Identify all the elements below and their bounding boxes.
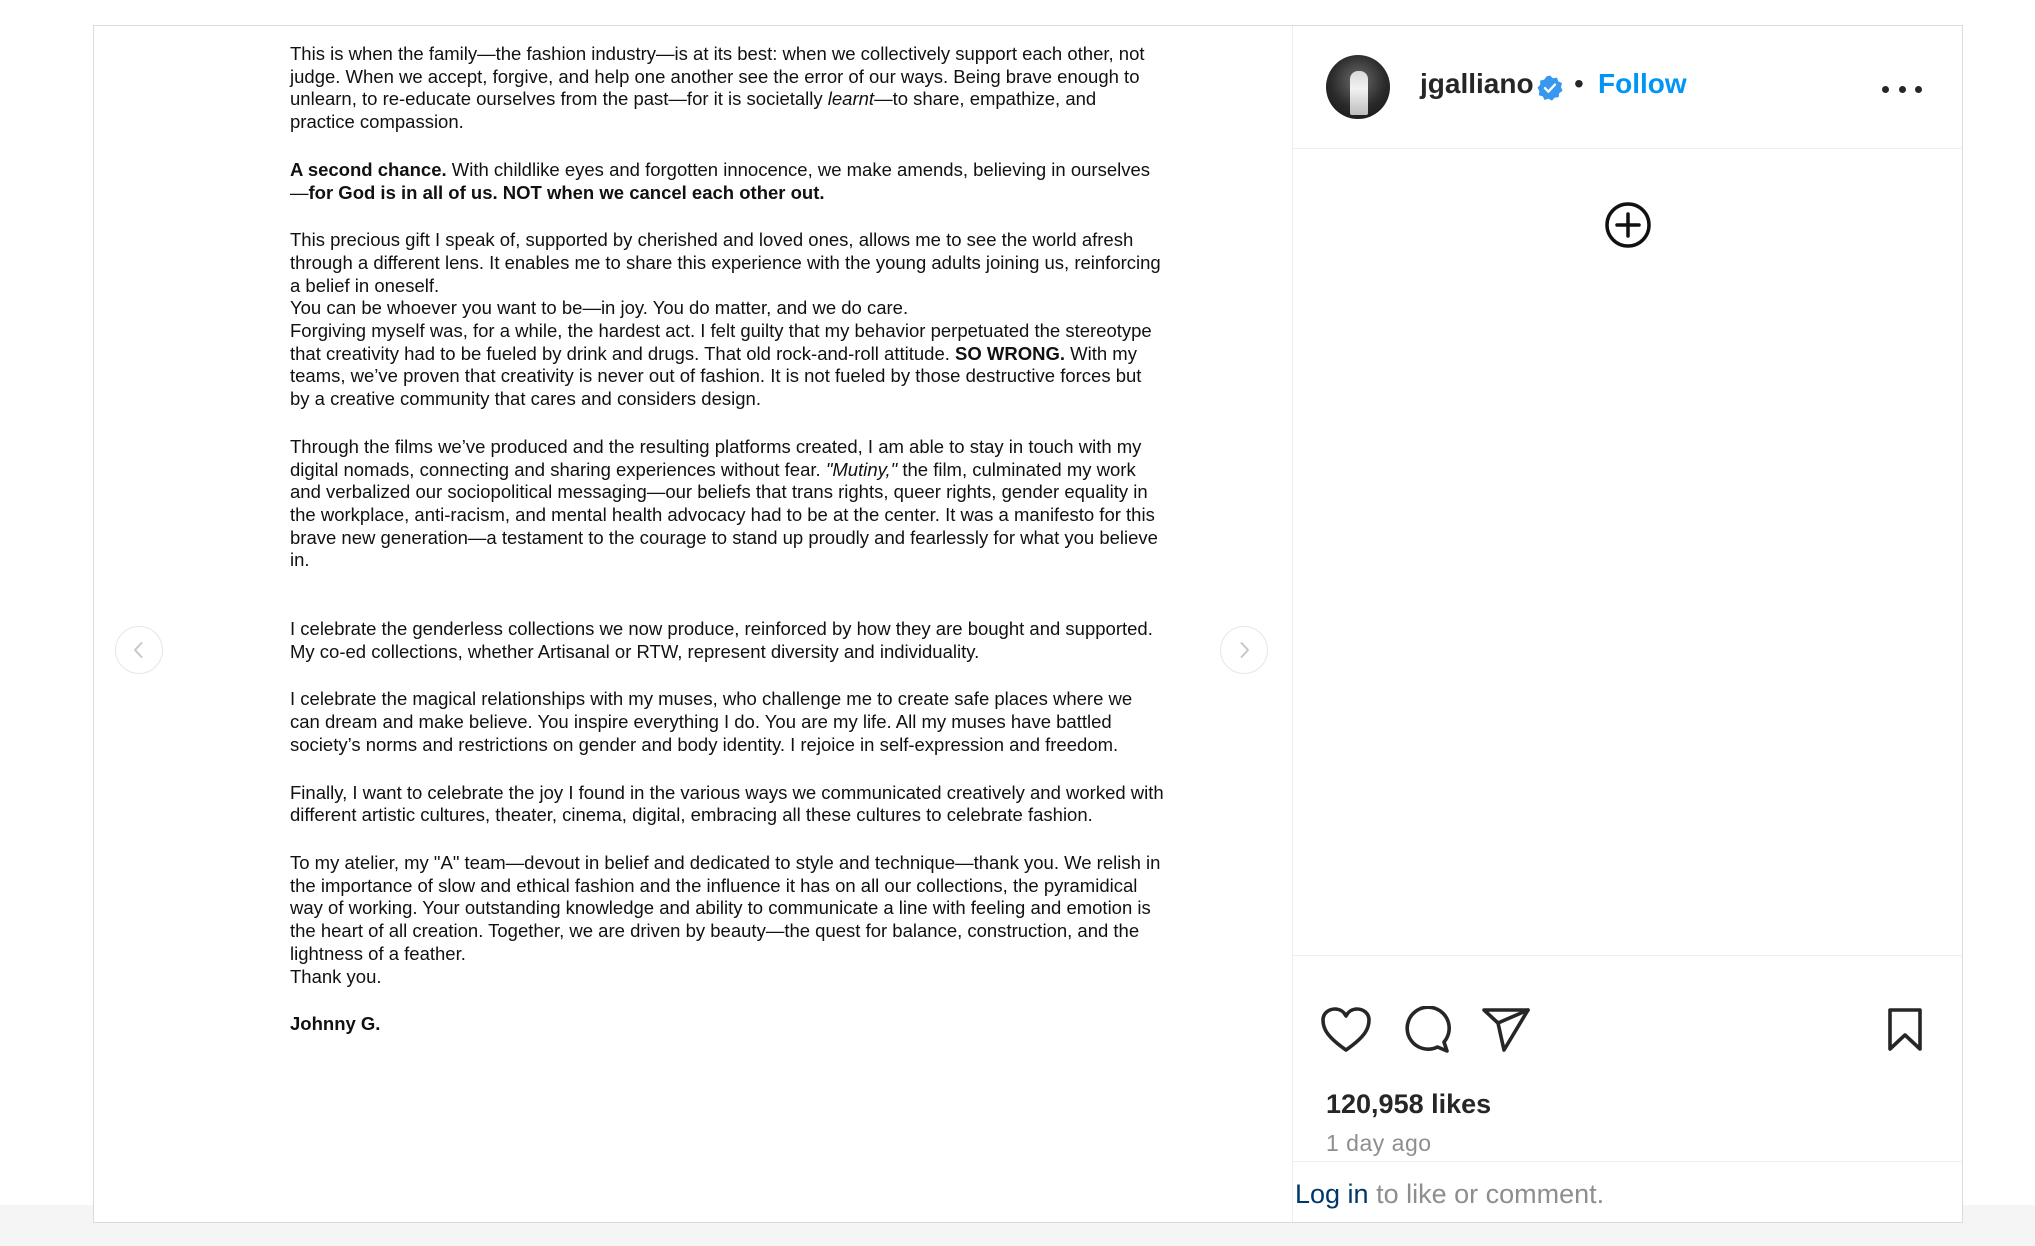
chevron-left-icon — [129, 640, 149, 660]
letter-paragraph: This is when the family—the fashion industry—is at its best: when we collectively support each other, not judge. When we accept, forgive, and help one another see the error of our ways. Being brave enough to unlearn, to re-educate ourselves from the past—for it is societally learnt—to share, empathize, and practice compassion. — [290, 43, 1145, 133]
login-link[interactable]: Log in — [1295, 1179, 1369, 1209]
login-bar — [1293, 1161, 1962, 1222]
avatar[interactable] — [1326, 55, 1390, 119]
letter-paragraph: Finally, I want to celebrate the joy I found in the various ways we communicated creatively and worked with different artistic cultures, theater, cinema, digital, embracing all these cultures to celebrate fashion. — [290, 781, 1164, 826]
letter-text — [290, 43, 1165, 1061]
header-separator: • — [1574, 68, 1584, 99]
letter-paragraph: Through the films we’ve produced and the resulting platforms created, I am able to stay in touch with my digital nomads, connecting and sharing experiences without fear. "Mutiny," the film, culminated my work and verbalized our sociopolitical messaging—our beliefs that trans rights, queer rights, gender equality in the workplace, anti-racism, and mental health advocacy had to be at the center. It was a manifesto for this brave new generation—a testament to the courage to stand up proudly and fearlessly for what you believe in. — [290, 435, 1158, 571]
previous-slide-button[interactable] — [115, 626, 163, 674]
letter-paragraph: You can be whoever you want to be—in joy. You do matter, and we do care. — [290, 297, 909, 319]
post-sidebar — [1292, 26, 1962, 1222]
letter-paragraph: Thank you. — [290, 965, 382, 987]
verified-badge-icon — [1536, 74, 1564, 102]
post-timestamp[interactable]: 1 day ago — [1326, 1130, 1432, 1156]
bookmark-icon[interactable] — [1884, 1006, 1926, 1054]
actions-divider — [1293, 955, 1962, 956]
letter-paragraph: I celebrate the magical relationships with my muses, who challenge me to create safe places where we can dream and make believe. You inspire everything I do. You are my life. All my muses have battled society’s norms and restrictions on gender and body identity. I rejoice in self-expression and freedom. — [290, 688, 1133, 755]
login-prompt — [1295, 1179, 1604, 1210]
next-slide-button[interactable] — [1220, 626, 1268, 674]
more-options-icon — [1882, 86, 1889, 93]
comment-icon[interactable] — [1400, 1006, 1452, 1054]
letter-paragraph: I celebrate the genderless collections we now produce, reinforced by how they are bought and supported. My co-ed collections, whether Artisanal or RTW, represent diversity and individuality. — [290, 618, 1153, 662]
letter-paragraph: This precious gift I speak of, supported by cherished and loved ones, allows me to see the world afresh through a different lens. It enables me to share this experience with the young adults joining us, reinforcing a belief in oneself. — [290, 229, 1161, 296]
more-options-button[interactable] — [1882, 82, 1922, 96]
more-options-icon — [1915, 86, 1922, 93]
chevron-right-icon — [1234, 640, 1254, 660]
likes-count[interactable]: 120,958 likes — [1326, 1089, 1492, 1119]
letter-paragraph: To my atelier, my "A" team—devout in belief and dedicated to style and technique—thank you. We relish in the importance of slow and ethical fashion and the influence it has on all our collections, the pyramidical way of working. Your outstanding knowledge and ability to communicate a line with feeling and emotion is the heart of all creation. Together, we are driven by beauty—the quest for balance, construction, and the lightness of a feather. — [290, 851, 1161, 964]
login-suffix: to like or comment. — [1368, 1179, 1605, 1209]
letter-paragraph: Forgiving myself was, for a while, the hardest act. I felt guilty that my behavior perpetuated the stereotype that creativity had to be fueled by drink and drugs. That old rock-and-roll attitude. SO WRONG. With my teams, we’ve proven that creativity is never out of fashion. It is not fueled by those destructive forces but by a creative community that cares and considers design. — [290, 320, 1152, 410]
post-media — [94, 26, 1292, 1222]
plus-circle-icon[interactable] — [1603, 200, 1653, 250]
letter-signature: Johnny G. — [290, 1013, 381, 1035]
follow-button[interactable]: Follow — [1598, 68, 1687, 99]
heart-icon[interactable] — [1320, 1006, 1372, 1054]
avatar-figure — [1350, 71, 1368, 115]
username-link[interactable]: jgalliano — [1420, 68, 1534, 99]
share-icon[interactable] — [1480, 1006, 1532, 1054]
letter-paragraph: A second chance. With childlike eyes and forgotten innocence, we make amends, believing in ourselves—for God is in all of us. NOT when we cancel each other out. — [290, 158, 1151, 203]
post-header — [1293, 26, 1962, 149]
post-container — [93, 25, 1963, 1223]
more-options-icon — [1899, 86, 1906, 93]
